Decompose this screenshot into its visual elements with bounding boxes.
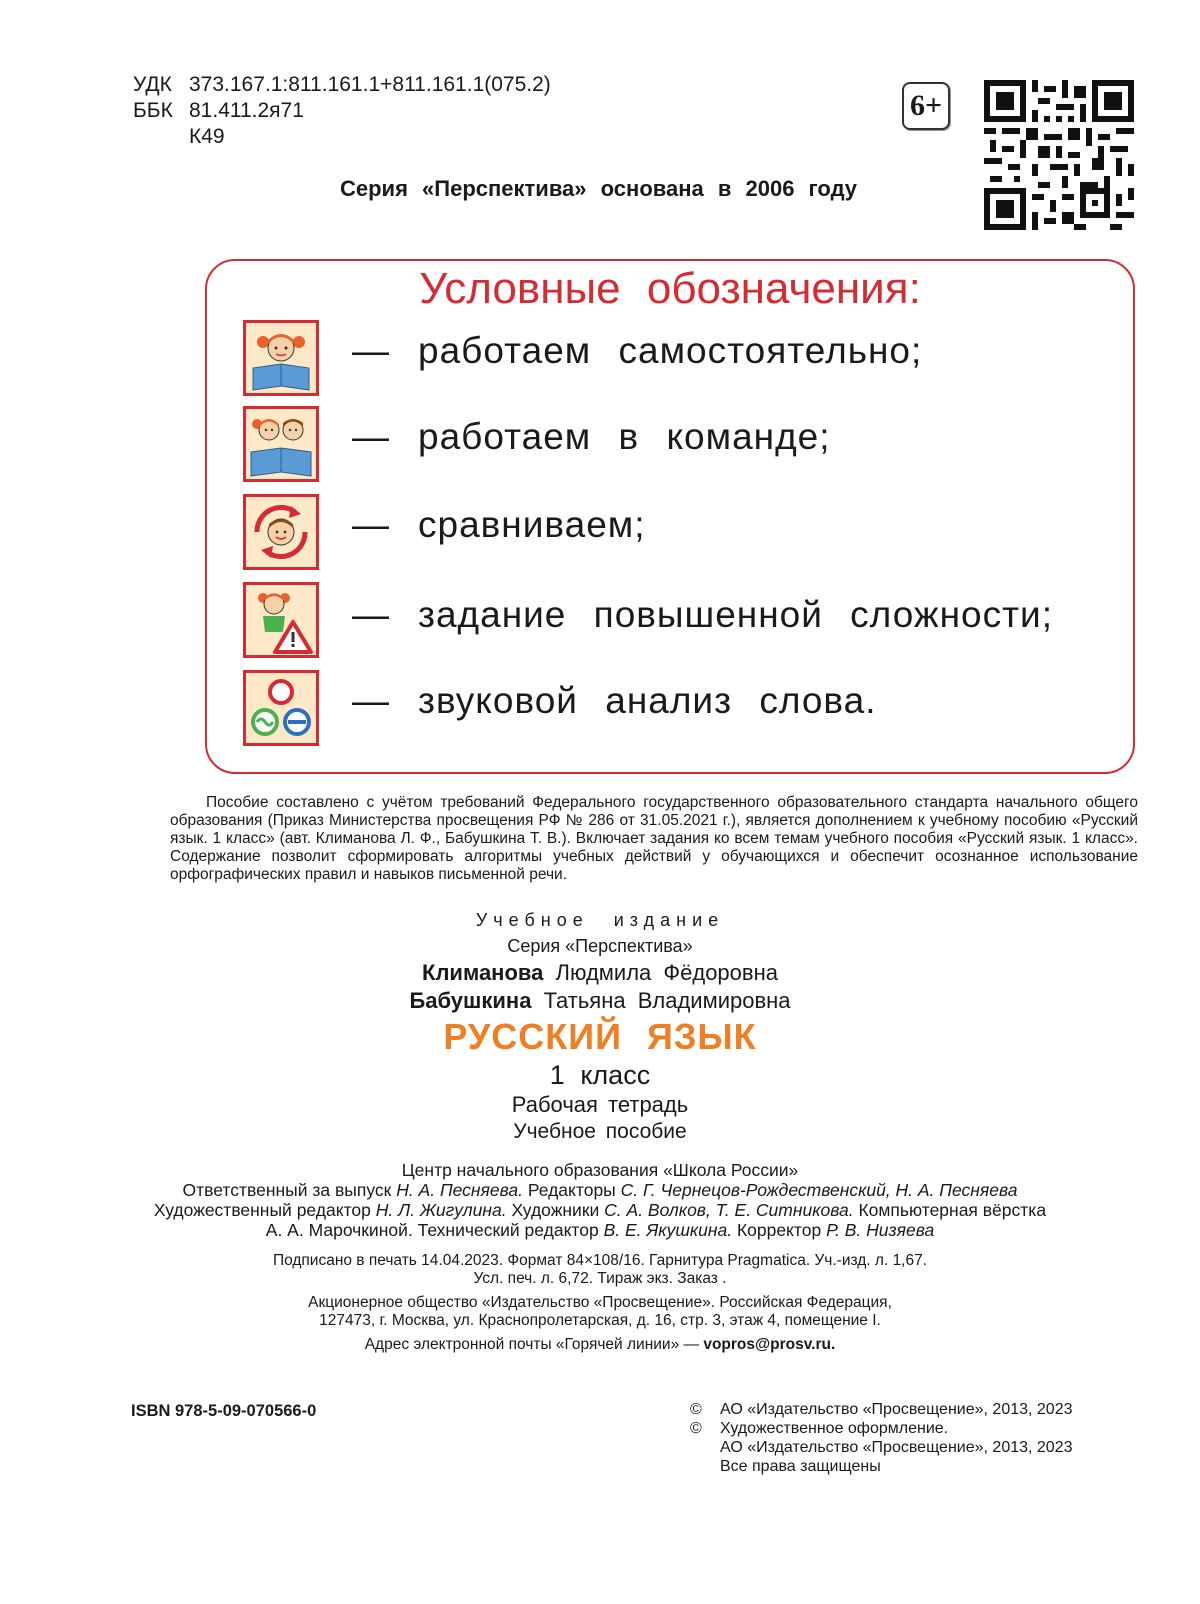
qr-code-icon[interactable] [984,80,1134,230]
bbk-label: ББК [133,99,173,122]
manual-label: Учебное пособие [513,1120,687,1143]
print-info: Подписано в печать 14.04.2023. Формат 84×108/16. Гарнитура Pragmatica. Уч.-изд. л. 1,67. Усл. печ. л. 6,72. Тираж экз. Заказ . [272,1252,928,1287]
legend-item-5: — звуковой анализ слова. [352,680,877,721]
age-rating-badge: 6+ [902,82,950,130]
warning-child-icon [243,582,319,658]
compare-arrows-icon [243,494,319,570]
copyright-block: © АО «Издательство «Просвещение», 2013, 2023 © Художественное оформление. АО «Издательство «Просвещение», 2013, 2023 Все права защищены [690,1401,1073,1475]
email-link[interactable]: vopros@prosv.ru. [703,1336,836,1353]
book-type: Рабочая тетрадь [511,1092,689,1117]
series-label: Серия «Перспектива» [507,936,693,956]
child-reading-icon [243,320,319,396]
udk-value: 373.167.1:811.161.1+811.161.1(075.2) [189,73,551,96]
legend-title: Условные обозначения: [419,264,921,313]
isbn: ISBN 978-5-09-070566-0 [131,1402,317,1420]
author-sign: К49 [189,125,225,148]
edition-type: Учебное издание [475,910,725,930]
bbk-value: 81.411.2я71 [189,99,304,122]
book-title: РУССКИЙ ЯЗЫК [443,1016,757,1057]
classification-block [133,72,551,150]
legend-item-2: — работаем в команде; [352,416,831,457]
publisher-address: Акционерное общество «Издательство «Просвещение». Российская Федерация, 127473, г. Москва, ул. Краснопролетарская, д. 16, стр. 3, этаж 4, помещение I. [308,1294,892,1329]
series-note: Серия «Перспектива» основана в 2006 году [340,176,858,201]
author-2: Бабушкина Татьяна Владимировна [409,988,791,1013]
hotline-email: Адрес электронной почты «Горячей линии» — vopros@prosv.ru. [364,1336,836,1353]
legend-item-3: — сравниваем; [352,504,646,545]
grade-label: 1 класс [549,1060,651,1090]
author-1: Климанова Людмила Фёдоровна [422,960,778,985]
two-children-reading-icon [243,406,319,482]
credits-block: Центр начального образования «Школа России» Ответственный за выпуск Н. А. Песняева. Редакторы С. Г. Чернецов-Рождественский, Н. А. Песняева Художественный редактор Н. Л. Жигулина. Художники С. А. Волков, Т. Е. Ситникова. Компьютерная вёрстка А. А. Марочкиной. Технический редактор В. Е. Якушкина. Корректор Р. В. Низяева [153,1160,1047,1240]
legend-item-4: — задание повышенной сложности; [352,594,1054,635]
description-paragraph: Пособие составлено с учётом требований Федерального государственного образовательного стандарта начального общего образования (Приказ Министерства просвещения РФ № 286 от 31.05.2021 г.), является дополнением к учебному пособию «Русский язык. 1 класс» (авт. Климанова Л. Ф., Бабушкина Т. В.). Включает задания ко всем темам учебного пособия «Русский язык. 1 класс». Содержание позволит сформировать алгоритмы учебных действий у обучающихся и обеспечит осознанное использование орфографических правил и навыков письменной речи. [170,794,1138,883]
udk-label: УДК [133,73,172,96]
legend-item-1: — работаем самостоятельно; [352,330,923,371]
sound-circles-icon [243,670,319,746]
